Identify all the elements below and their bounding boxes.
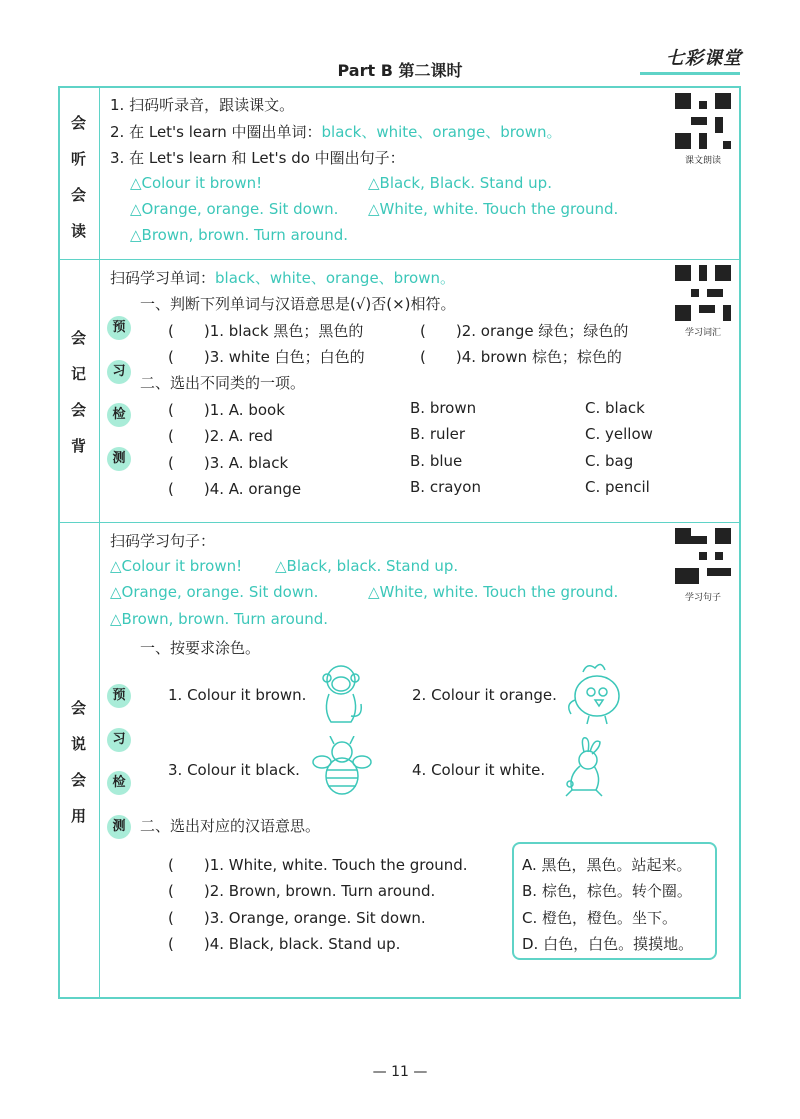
label-char: 会 xyxy=(70,771,86,789)
label-char: 背 xyxy=(70,437,86,455)
choice-num: ( )1. A. book xyxy=(168,401,285,419)
choice-c: C. pencil xyxy=(585,478,650,496)
label-char: 会 xyxy=(70,699,86,717)
label-char: 用 xyxy=(70,807,86,825)
qr-label: 学习句子 xyxy=(684,593,721,603)
judge-item: ( )4. brown 棕色；棕色的 xyxy=(420,348,622,366)
label-char: 会 xyxy=(70,186,86,204)
sentence: △White, white. Touch the ground. xyxy=(368,583,619,601)
choice-b: B. crayon xyxy=(410,478,481,496)
choice-b: B. ruler xyxy=(410,425,466,443)
intro-text: 扫码学习单词： xyxy=(110,269,216,287)
qr-label: 课文朗读 xyxy=(684,156,721,166)
badge: 检 xyxy=(107,771,131,795)
label-char: 读 xyxy=(70,222,86,240)
bird-icon[interactable] xyxy=(565,660,627,726)
judge-item: ( )2. orange 绿色；绿色的 xyxy=(420,322,629,340)
option: C. 橙色，橙色。坐下。 xyxy=(522,909,678,927)
bee-icon[interactable] xyxy=(312,736,372,800)
sentence: △Orange, orange. Sit down. xyxy=(110,583,319,601)
colour-item: 3. Colour it black. xyxy=(168,761,300,779)
sentence: △Black, Black. Stand up. xyxy=(368,174,552,192)
option: B. 棕色，棕色。转个圈。 xyxy=(522,882,692,900)
match-item: ( )3. Orange, orange. Sit down. xyxy=(168,909,426,927)
page-number: — 11 — xyxy=(372,1064,428,1080)
rabbit-icon[interactable] xyxy=(560,736,610,800)
label-char: 记 xyxy=(70,365,86,383)
monkey-icon[interactable] xyxy=(315,660,367,726)
choice-b: B. brown xyxy=(410,399,477,417)
listen-line-3: 3. 在 Let's learn 和 Let's do 中圈出句子： xyxy=(110,149,405,167)
sentence: △Orange, orange. Sit down. xyxy=(130,200,339,218)
brand-logo: 七彩课堂 xyxy=(666,48,742,69)
choice-num: ( )4. A. orange xyxy=(168,480,302,498)
listen-line-2-text: 2. 在 Let's learn 中圈出单词： xyxy=(110,123,322,141)
badge: 预 xyxy=(107,684,131,708)
sentence: △White, white. Touch the ground. xyxy=(368,200,619,218)
question-title: 一、按要求涂色。 xyxy=(140,639,261,657)
match-item: ( )1. White, white. Touch the ground. xyxy=(168,856,468,874)
choice-c: C. yellow xyxy=(585,425,653,443)
page-title: Part B 第二课时 xyxy=(337,61,463,80)
choice-b: B. blue xyxy=(410,452,463,470)
judge-item: ( )1. black 黑色；黑色的 xyxy=(168,322,364,340)
badge: 检 xyxy=(107,403,131,427)
match-item: ( )2. Brown, brown. Turn around. xyxy=(168,882,436,900)
label-char: 会 xyxy=(70,401,86,419)
qr-code-icon[interactable] xyxy=(675,93,731,149)
question-title: 一、判断下列单词与汉语意思是(√)否(×)相符。 xyxy=(140,295,456,313)
qr-code-icon[interactable] xyxy=(675,265,731,321)
label-column-divider xyxy=(99,86,100,999)
brand-underline xyxy=(640,72,740,75)
badge: 习 xyxy=(107,360,131,384)
intro-words: black、white、orange、brown。 xyxy=(215,269,455,287)
colour-item: 2. Colour it orange. xyxy=(412,686,557,704)
section-divider xyxy=(58,522,741,523)
judge-item: ( )3. white 白色；白色的 xyxy=(168,348,365,366)
section-divider xyxy=(58,259,741,260)
option: D. 白色，白色。摸摸地。 xyxy=(522,935,694,953)
label-char: 说 xyxy=(70,735,86,753)
sentence: △Brown, brown. Turn around. xyxy=(130,226,349,244)
badge: 测 xyxy=(107,447,131,471)
label-char: 会 xyxy=(70,114,86,132)
question-title: 二、选出不同类的一项。 xyxy=(140,374,306,392)
section-label-memorize xyxy=(58,320,99,464)
match-item: ( )4. Black, black. Stand up. xyxy=(168,935,401,953)
section-label-speak xyxy=(58,690,99,834)
qr-code-icon[interactable] xyxy=(675,528,731,584)
sentence: △Colour it brown! xyxy=(130,174,263,192)
sentence: △Colour it brown! xyxy=(110,557,243,575)
listen-line-2 xyxy=(110,121,562,142)
memorize-intro xyxy=(110,267,455,288)
listen-words: black、white、orange、brown。 xyxy=(321,123,562,141)
choice-num: ( )3. A. black xyxy=(168,454,289,472)
listen-line-1: 1. 扫码听录音，跟读课文。 xyxy=(110,96,295,114)
question-title: 二、选出对应的汉语意思。 xyxy=(140,817,321,835)
colour-item: 4. Colour it white. xyxy=(412,761,546,779)
sentence: △Brown, brown. Turn around. xyxy=(110,610,329,628)
section-label-listen xyxy=(58,105,99,249)
colour-item: 1. Colour it brown. xyxy=(168,686,307,704)
qr-label: 学习词汇 xyxy=(684,328,721,338)
badge: 测 xyxy=(107,815,131,839)
choice-num: ( )2. A. red xyxy=(168,427,273,445)
choice-c: C. bag xyxy=(585,452,634,470)
option: A. 黑色，黑色。站起来。 xyxy=(522,856,692,874)
badge: 预 xyxy=(107,316,131,340)
label-char: 听 xyxy=(70,150,86,168)
badge: 习 xyxy=(107,728,131,752)
choice-c: C. black xyxy=(585,399,645,417)
label-char: 会 xyxy=(70,329,86,347)
sentence: △Black, black. Stand up. xyxy=(275,557,459,575)
speak-intro: 扫码学习句子： xyxy=(110,532,216,550)
